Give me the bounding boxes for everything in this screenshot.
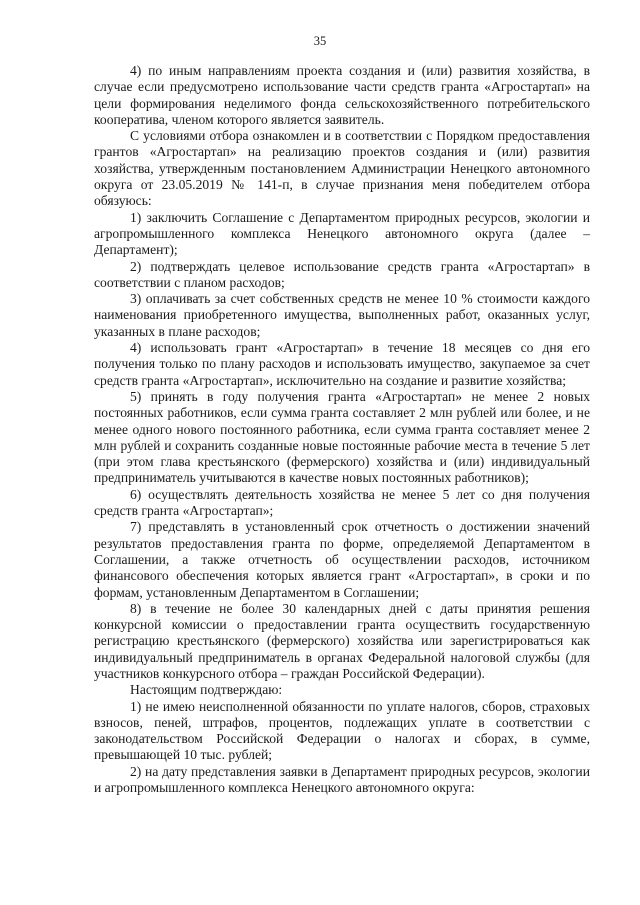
paragraph-confirm-2: 2) на дату представления заявки в Департамент природных ресурсов, экологии и агропромышленного комплекса Ненецкого автономного округа: [94,763,590,796]
paragraph-obligation-2: 2) подтверждать целевое использование средств гранта «Агростартап» в соответствии с планом расходов; [94,258,590,290]
paragraph-obligation-7: 7) представлять в установленный срок отчетность о достижении значений результатов предоставления гранта по форме, определяемой Департаментом в Соглашении, а также отчетность об осуществлении расходов, источником финансового обеспечения которых является грант «Агростартап», в сроки и по формам, установленным Департаментом в Соглашении; [94,519,590,600]
paragraph-obligation-3: 3) оплачивать за счет собственных средств не менее 10 % стоимости каждого наименования приобретенного имущества, выполненных работ, оказанных услуг, указанных в плане расходов; [94,291,590,339]
document-body [94,63,590,796]
paragraph-obligation-5: 5) принять в году получения гранта «Агростартап» не менее 2 новых постоянных работников, если сумма гранта составляет 2 млн рублей или более, и не менее одного нового постоянного работника, если сумма гранта составляет менее 2 млн рублей и сохранить созданные новые постоянные рабочие места в течение 5 лет (при этом глава крестьянского (фермерского) хозяйства и (или) индивидуальный предприниматель учитываются в качестве новых постоянных работников); [94,388,590,486]
paragraph-obligation-4: 4) использовать грант «Агростартап» в течение 18 месяцев со дня его получения только по плану расходов и использовать имущество, закупаемое за счет средств гранта «Агростартап», исключительно на создание и развитие хозяйства; [94,340,590,388]
paragraph-conditions-acknowledged: С условиями отбора ознакомлен и в соответствии с Порядком предоставления грантов «Агростартап» на реализацию проектов создания и (или) развития хозяйства, утвержденным постановлением Администрации Ненецкого автономного округа от 23.05.2019 № 141-п, в случае признания меня победителем отбора обязуюсь: [94,128,590,209]
paragraph-confirm-1: 1) не имею неисполненной обязанности по уплате налогов, сборов, страховых взносов, пеней, штрафов, процентов, подлежащих уплате в соответствии с законодательством Российской Федерации о налогах и сборах, в сумме, превышающей 10 тыс. рублей; [94,698,590,763]
page-number: 35 [313,34,327,48]
paragraph-obligation-8: 8) в течение не более 30 календарных дней с даты принятия решения конкурсной комиссии о предоставлении гранта осуществить государственную регистрацию крестьянского (фермерского) хозяйства или зарегистрироваться как индивидуальный предприниматель в органах Федеральной налоговой службы (для участников конкурсного отбора – граждан Российской Федерации). [94,600,590,681]
paragraph-hereby-confirm: Настоящим подтверждаю: [130,682,283,698]
paragraph-item-4-other-directions: 4) по иным направлениям проекта создания и (или) развития хозяйства, в случае если предусмотрено использование части средств гранта «Агростартап» на цели формирования неделимого фонда сельскохозяйственного потребительского кооператива, членом которого является заявитель. [94,63,590,127]
paragraph-obligation-1: 1) заключить Соглашение с Департаментом природных ресурсов, экологии и агропромышленного комплекса Ненецкого автономного округа (далее – Департамент); [94,209,590,258]
paragraph-obligation-6: 6) осуществлять деятельность хозяйства не менее 5 лет со дня получения средств гранта «Агростартап»; [94,486,590,519]
